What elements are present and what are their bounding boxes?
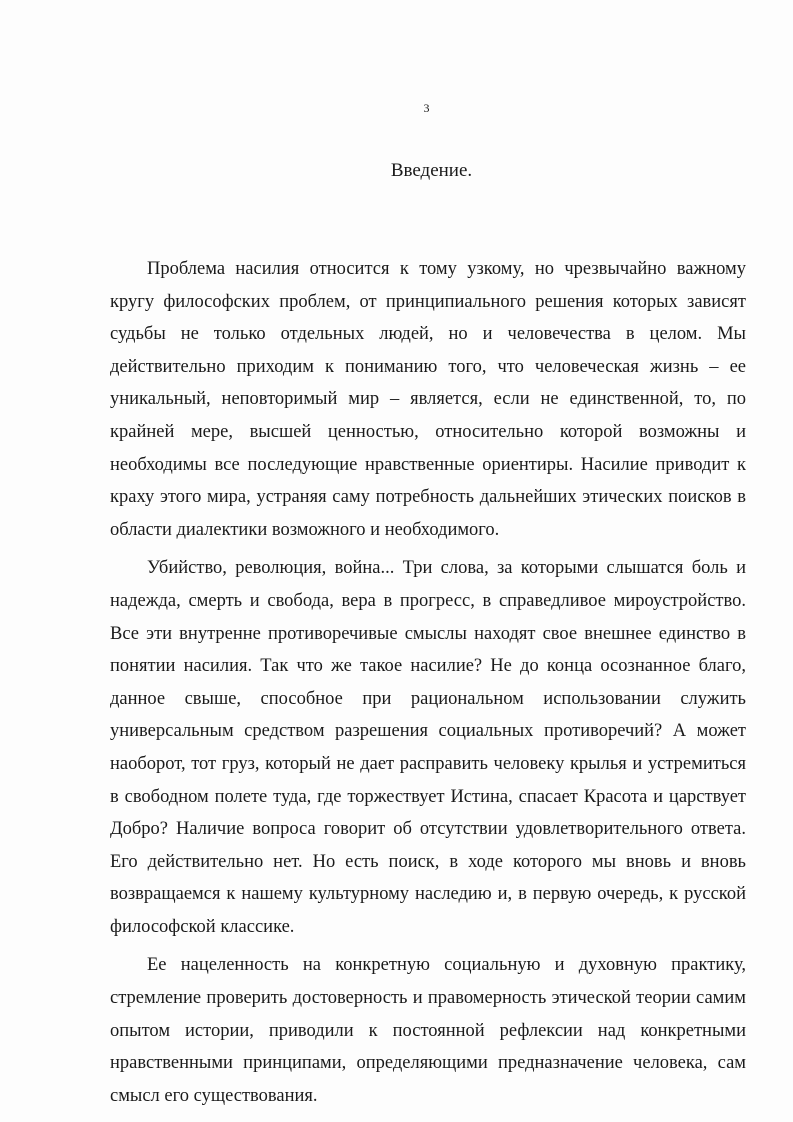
paragraph: Проблема насилия относится к тому узкому, но чрезвычайно важному кругу философских проблем, от принципиального решения которых зависят судьбы не только отдельных людей, но и человечества в целом. Мы действительно приходим к пониманию того, что человеческая жизнь – ее уникальный, неповторимый мир – является, если не единственной, то, по крайней мере, высшей ценностью, относительно которой возможны и необходимы все последующие нравственные ориентиры. Насилие приводит к краху этого мира, устраняя саму потребность дальнейших этических поисков в области диалектики возможного и необходимого. [110, 259, 746, 540]
paragraph: Убийство, революция, война... Три слова, за которыми слышатся боль и надежда, смерть и свобода, вера в прогресс, в справедливое мироустройство. Все эти внутренне противоречивые смыслы находят свое внешнее единство в понятии насилия. Так что же такое насилие? Не до конца осознанное благо, данное свыше, способное при рациональном использовании служить универсальным средством разрешения социальных противоречий? А может наоборот, тот груз, который не дает расправить человеку крылья и устремиться в свободном полете туда, где торжествует Истина, спасает Красота и царствует Добро? Наличие вопроса говорит об отсутствии удовлетворительного ответа. Его действительно нет. Но есть поиск, в ходе которого мы вновь и вновь возвращаемся к нашему культурному наследию и, в первую очередь, к русской философской классике. [110, 558, 746, 937]
body-text [110, 253, 746, 1112]
page-number: 3 [423, 101, 430, 115]
paragraph: Ее нацеленность на конкретную социальную и духовную практику, стремление проверить достоверность и правомерность этической теории самим опытом истории, приводили к постоянной рефлексии над конкретными нравственными принципами, определяющими предназначение человека, сам смысл его существования. [110, 955, 746, 1106]
page-title: Введение. [390, 160, 473, 181]
